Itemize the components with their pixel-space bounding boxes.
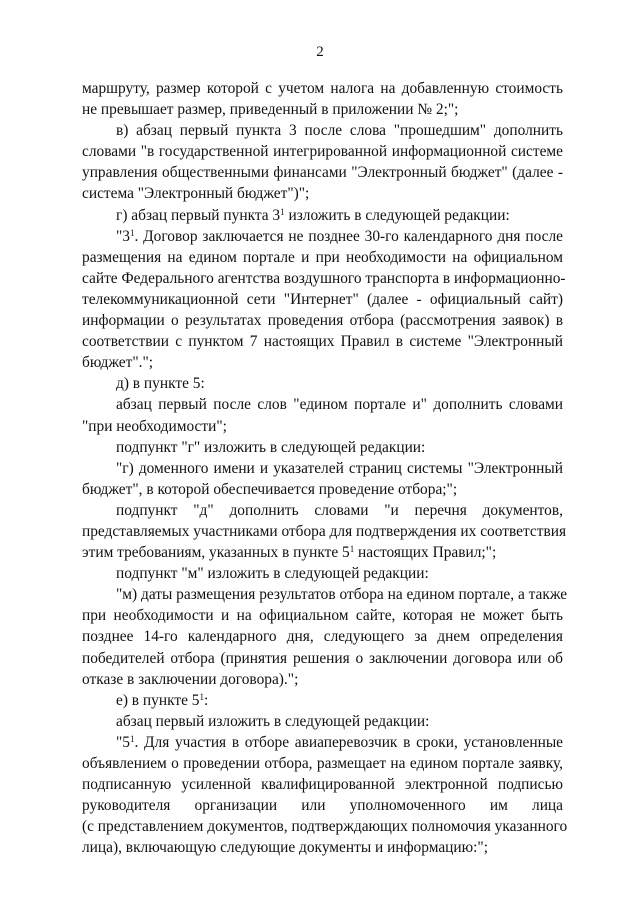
paragraph xyxy=(82,500,567,563)
paragraph xyxy=(82,205,563,226)
text-line: "$3^1$. Договор заключается не позднее 30-го календарного дня после xyxy=(116,227,563,245)
text-line: "г) доменного имени и указателей страниц системы "Электронный xyxy=(116,459,563,477)
text-line: телекоммуникационной сети "Интернет" (далее - официальный сайт) xyxy=(82,290,563,308)
text-line: руководителя организации или уполномоченного им лица xyxy=(82,797,563,815)
paragraph xyxy=(82,437,563,458)
paragraph xyxy=(82,120,563,204)
text-line: подпункт "д" дополнить словами "и перечня документов, xyxy=(116,501,563,519)
paragraph xyxy=(82,394,563,436)
text-line: абзац первый после слов "едином портале и" дополнить словами xyxy=(116,396,563,414)
text-line: д) в пункте 5: xyxy=(116,375,205,393)
text-line: объявлением о проведении отбора, размещает на едином портале заявку, xyxy=(82,755,563,772)
text-line: подпункт "м" изложить в следующей редакции: xyxy=(116,565,429,583)
text-line: при необходимости и на официальном сайте, которая не может быть xyxy=(82,607,563,625)
page-number: 2 xyxy=(316,44,324,60)
text-line: представляемых участниками отбора для подтверждения их соответствия xyxy=(82,522,567,540)
paragraph xyxy=(82,458,563,500)
text-line: информации о результатах проведения отбора (рассмотрения заявок) в xyxy=(82,312,563,330)
text-line: (с представлением документов, подтверждающих полномочия указанного xyxy=(82,818,568,836)
document-body xyxy=(82,78,568,858)
text-line: абзац первый изложить в следующей редакции: xyxy=(116,712,430,730)
text-line: "при необходимости"; xyxy=(82,417,227,435)
text-line: позднее 14-го календарного дня, следующего за днем определения xyxy=(82,628,563,646)
text-line: лица), включающую следующие документы и информацию:"; xyxy=(82,839,488,857)
text-line: победителей отбора (принятия решения о заключении договора или об xyxy=(82,649,563,667)
paragraph xyxy=(82,711,563,732)
text-line: е) в пункте $5^1$: xyxy=(116,691,209,709)
text-line: не превышает размер, приведенный в приложении № 2;"; xyxy=(82,101,459,119)
text-line: г) абзац первый пункта $3^1$ изложить в следующей редакции: xyxy=(116,206,510,224)
text-line: маршруту, размер которой с учетом налога на добавленную стоимость xyxy=(82,80,563,97)
text-line: подписанную усиленной квалифицированной электронной подписью xyxy=(82,776,563,794)
paragraph xyxy=(82,563,563,584)
paragraph xyxy=(82,732,568,859)
text-line: подпункт "г" изложить в следующей редакции: xyxy=(116,438,426,456)
paragraph xyxy=(82,78,563,120)
text-line: "м) даты размещения результатов отбора на едином портале, а также xyxy=(116,586,568,604)
paragraph xyxy=(82,584,568,689)
text-line: в) абзац первый пункта 3 после слова "прошедшим" дополнить xyxy=(116,122,563,140)
text-line: соответствии с пунктом 7 настоящих Правил в системе "Электронный xyxy=(82,333,563,351)
text-line: система "Электронный бюджет")"; xyxy=(82,185,310,203)
text-line: этим требованиям, указанных в пункте $5^1$ настоящих Правил;"; xyxy=(82,544,497,562)
text-line: размещения на едином портале и при необходимости на официальном xyxy=(82,248,563,266)
text-line: отказе в заключении договора)."; xyxy=(82,670,299,688)
paragraph xyxy=(82,690,563,711)
text-line: "$5^1$. Для участия в отборе авиаперевозчик в сроки, установленные xyxy=(116,733,563,751)
text-line: бюджет", в которой обеспечивается проведение отбора;"; xyxy=(82,480,458,498)
paragraph xyxy=(82,226,566,374)
paragraph xyxy=(82,373,563,394)
text-line: управления общественными финансами "Электронный бюджет" (далее - xyxy=(82,164,563,182)
text-line: сайте Федерального агентства воздушного транспорта в информационно- xyxy=(82,269,566,287)
text-line: бюджет"."; xyxy=(82,354,154,372)
text-line: словами "в государственной интегрированной информационной системе xyxy=(82,143,563,161)
